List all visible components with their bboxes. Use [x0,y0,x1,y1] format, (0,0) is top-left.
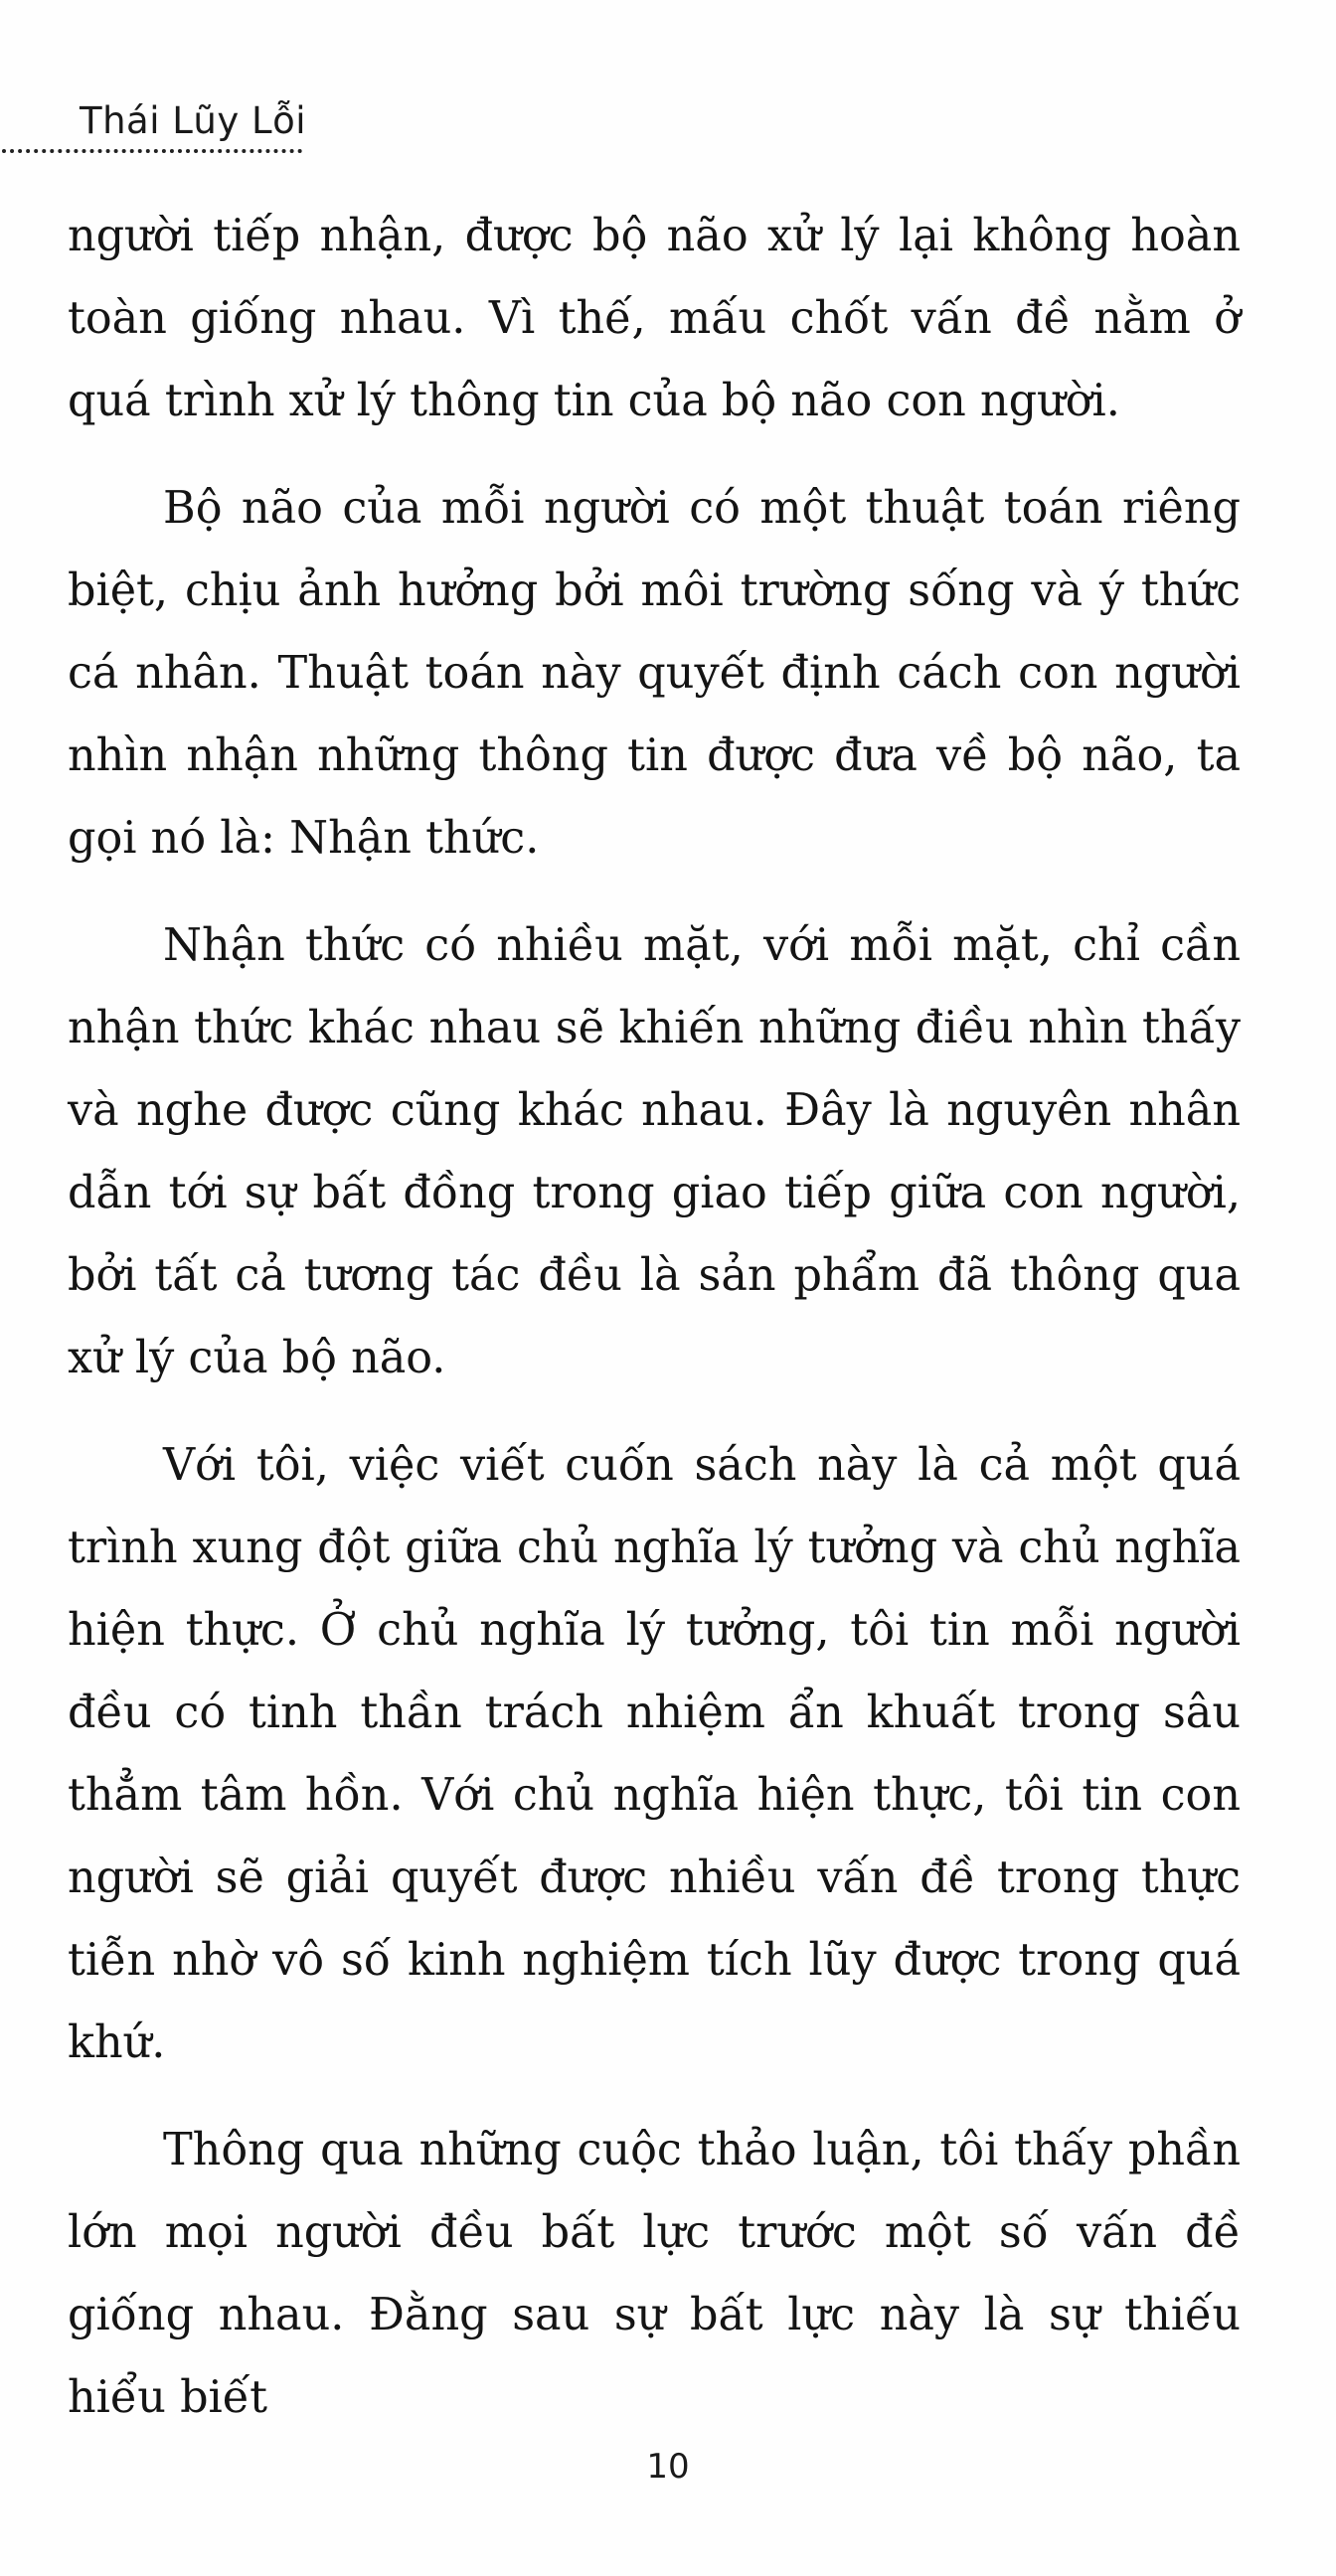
header-dotted-rule [2,149,302,153]
paragraph-4: Với tôi, việc viết cuốn sách này là cả một quá trình xung đột giữa chủ nghĩa lý tưởng và chủ nghĩa hiện thực. Ở chủ nghĩa lý tưởng, tôi tin mỗi người đều có tinh thần trách nhiệm ẩn khuất trong sâu thẳm tâm hồn. Với chủ nghĩa hiện thực, tôi tin con người sẽ giải quyết được nhiều vấn đề trong thực tiễn nhờ vô số kinh nghiệm tích lũy được trong quá khứ. [68,1440,1241,2068]
running-head-author: Thái Lũy Lỗi [80,99,307,142]
paragraph-1: người tiếp nhận, được bộ não xử lý lại không hoàn toàn giống nhau. Vì thế, mấu chốt vấn đề nằm ở quá trình xử lý thông tin của bộ não con người. [68,211,1241,426]
page-body [68,195,1241,2464]
paragraph-3: Nhận thức có nhiều mặt, với mỗi mặt, chỉ cần nhận thức khác nhau sẽ khiến những điều nhìn thấy và nghe được cũng khác nhau. Đây là nguyên nhân dẫn tới sự bất đồng trong giao tiếp giữa con người, bởi tất cả tương tác đều là sản phẩm đã thông qua xử lý của bộ não. [68,920,1241,1383]
paragraph-2: Bộ não của mỗi người có một thuật toán riêng biệt, chịu ảnh hưởng bởi môi trường sống và ý thức cá nhân. Thuật toán này quyết định cách con người nhìn nhận những thông tin được đưa về bộ não, ta gọi nó là: Nhận thức. [68,483,1241,864]
page-number: 10 [646,2447,690,2487]
paragraph-5: Thông qua những cuộc thảo luận, tôi thấy phần lớn mọi người đều bất lực trước một số vấn đề giống nhau. Đằng sau sự bất lực này là sự thiếu hiểu biết [68,2125,1241,2423]
